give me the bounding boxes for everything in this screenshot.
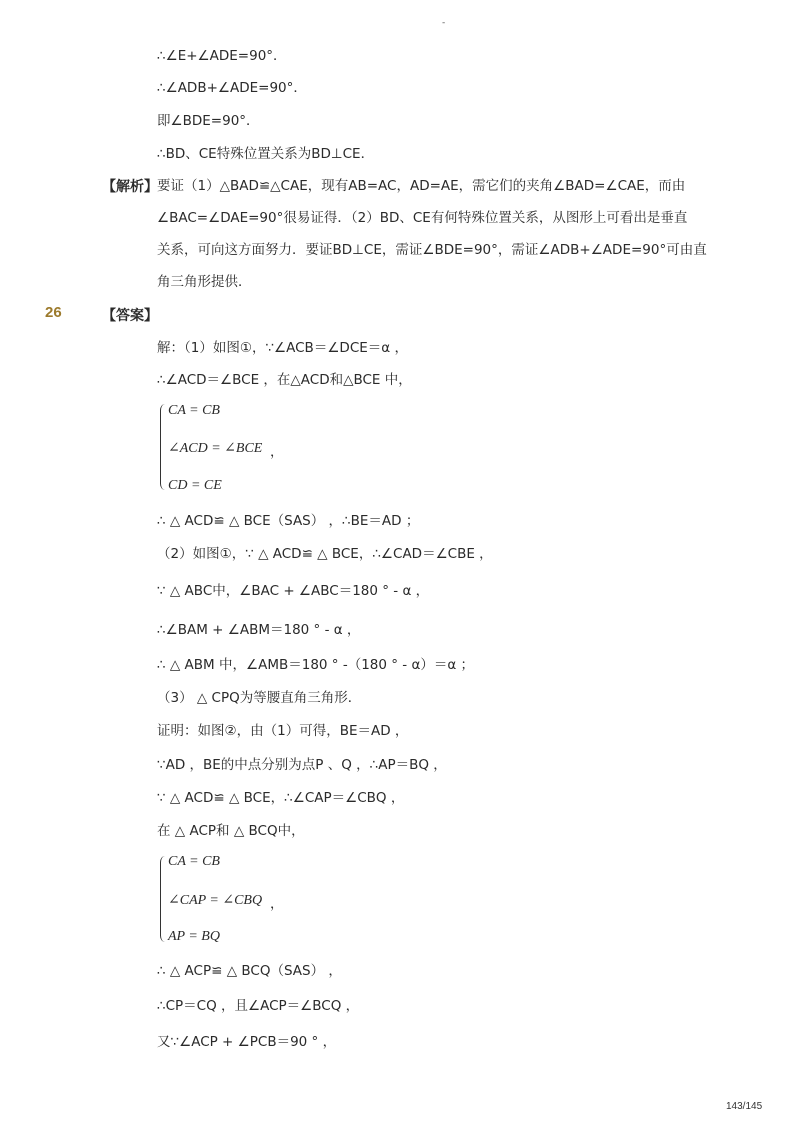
answer-line-9: 证明：如图②，由（1）可得，BE＝AD ， — [157, 723, 409, 739]
answer-line-1: 解：（1）如图①，∵∠ACB＝∠DCE＝α ， — [157, 340, 408, 356]
analysis-line-2: ∠BAC=∠DAE=90°很易证得．（2）BD、CE有何特殊位置关系，从图形上可看出是垂直 — [157, 210, 688, 226]
answer-line-5: ∵ △ ABC中，∠BAC + ∠ABC＝180 ° - α ， — [157, 583, 430, 599]
answer-line-12: 在 △ ACP和 △ BCQ中， — [157, 823, 305, 839]
system2-tail: ， — [270, 896, 284, 912]
system2-eq-1: CA = CB — [168, 854, 220, 869]
left-brace — [160, 404, 165, 490]
analysis-line-3: 关系，可向这方面努力．要证BD⊥CE，需证∠BDE=90°，需证∠ADB+∠ADE=90°可由直 — [157, 242, 707, 258]
page-number: 143/145 — [726, 1101, 763, 1112]
system1-eq-2: ∠ACD = ∠BCE — [168, 441, 263, 456]
answer-line-13: ∴ △ ACP≌ △ BCQ（SAS） ， — [157, 963, 342, 979]
system1-eq-3: CD = CE — [168, 478, 222, 493]
question-number: 26 — [45, 304, 62, 321]
answer-line-6: ∴∠BAM + ∠ABM＝180 ° - α ， — [157, 622, 361, 638]
analysis-tag: 【解析】 — [102, 179, 158, 195]
answer-tag: 【答案】 — [102, 308, 158, 324]
answer-line-14: ∴CP＝CQ ，且∠ACP＝∠BCQ ， — [157, 998, 360, 1014]
proof-line-4: ∴BD、CE特殊位置关系为BD⊥CE． — [157, 146, 375, 162]
answer-line-3: ∴ △ ACD≌ △ BCE（SAS） ，∴BE＝AD ； — [157, 513, 420, 529]
proof-line-1: ∴∠E+∠ADE=90°． — [157, 48, 287, 64]
answer-line-10: ∵AD ，BE的中点分别为点P 、Q ，∴AP＝BQ ， — [157, 757, 447, 773]
answer-line-15: 又∵∠ACP + ∠PCB＝90 ° ， — [157, 1034, 337, 1050]
system2-eq-3: AP = BQ — [168, 929, 220, 944]
answer-line-2: ∴∠ACD＝∠BCE ，在△ACD和△BCE 中， — [157, 372, 412, 388]
system2-eq-2: ∠CAP = ∠CBQ — [168, 893, 263, 908]
answer-line-8: （3） △ CPQ为等腰直角三角形． — [157, 690, 362, 706]
system1-tail: ， — [270, 444, 284, 460]
proof-line-2: ∴∠ADB+∠ADE=90°． — [157, 80, 307, 96]
left-brace-2 — [160, 856, 165, 942]
proof-line-3: 即∠BDE=90°． — [157, 113, 260, 129]
answer-line-4: （2）如图①，∵ △ ACD≌ △ BCE，∴∠CAD＝∠CBE ， — [157, 546, 493, 562]
answer-line-7: ∴ △ ABM 中，∠AMB＝180 ° -（180 ° - α）＝α ； — [157, 657, 475, 673]
system1-eq-1: CA = CB — [168, 403, 220, 418]
analysis-line-1: 要证（1）△BAD≌△CAE，现有AB=AC，AD=AE，需它们的夹角∠BAD=∠CAE，而由 — [157, 178, 686, 194]
analysis-line-4: 角三角形提供． — [157, 274, 252, 290]
header-dash: - — [442, 18, 446, 28]
answer-line-11: ∵ △ ACD≌ △ BCE，∴∠CAP＝∠CBQ ， — [157, 790, 405, 806]
